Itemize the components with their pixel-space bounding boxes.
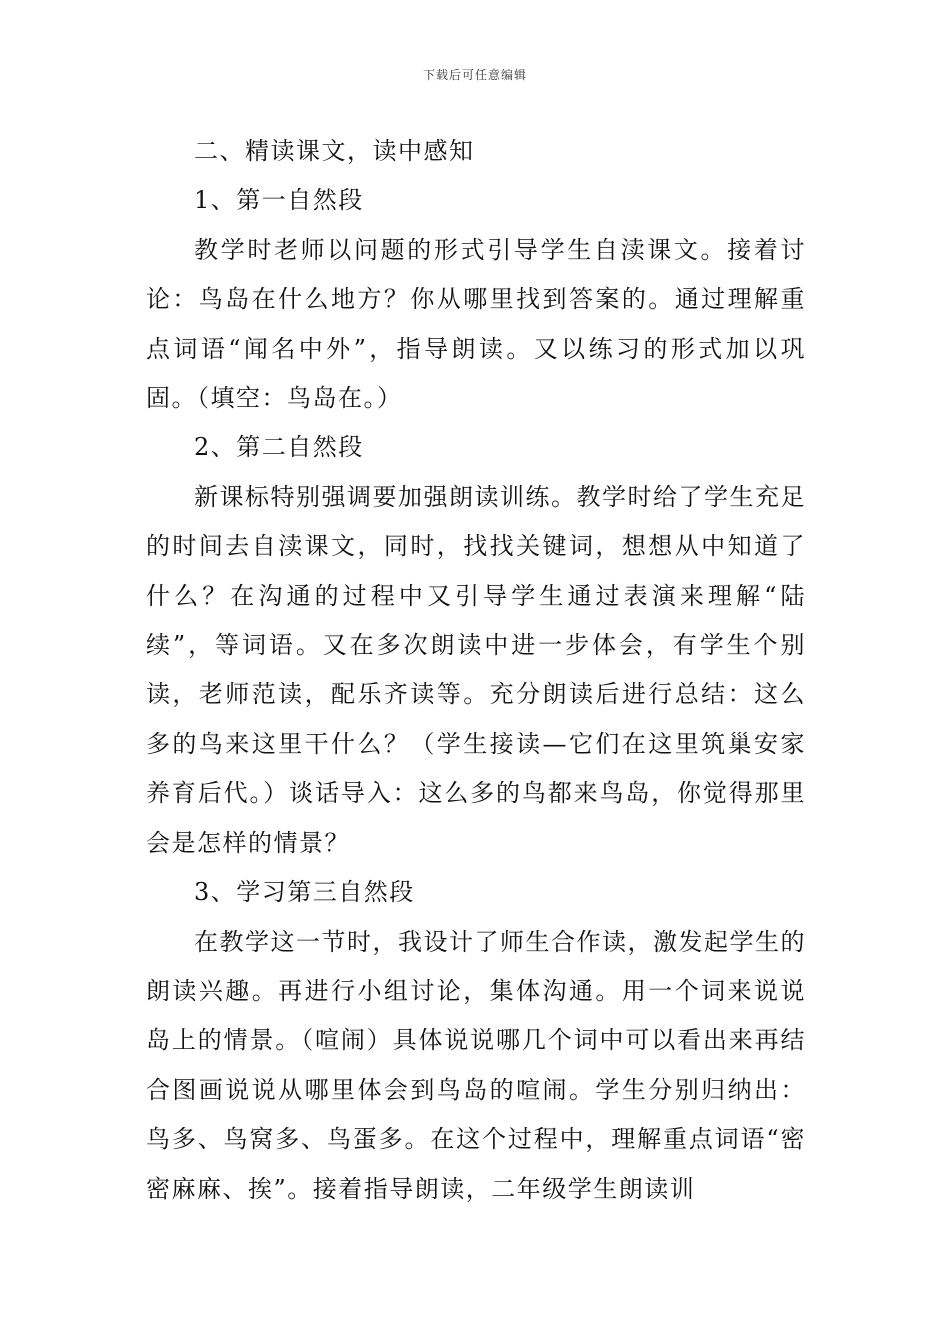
section-title: 二、精读课文，读中感知	[194, 137, 475, 165]
part1-heading: 1、第一自然段	[194, 186, 364, 215]
document-body	[146, 127, 806, 1214]
part2-heading: 2、第二自然段	[194, 433, 364, 462]
part3-paragraph: 在教学这一节时，我设计了师生合作读，激发起学生的朗读兴趣。再进行小组讨论，集体沟通。用一个词来说说岛上的情景。（喧闹）具体说说哪几个词中可以看出来再结合图画说说从哪里体会到鸟岛的喧闹。学生分别归纳出：鸟多、鸟窝多、鸟蛋多。在这个过程中，理解重点词语“密密麻麻、挨”。接着指导朗读，二年级学生朗读训	[146, 927, 806, 1203]
part2-paragraph: 新课标特别强调要加强朗读训练。教学时给了学生充足的时间去自渎课文，同时，找找关键词，想想从中知道了什么？在沟通的过程中又引导学生通过表演来理解“陆续”，等词语。又在多次朗读中进一步体会，有学生个别读，老师范读，配乐齐读等。充分朗读后进行总结：这么多的鸟来这里干什么？（学生接读—它们在这里筑巢安家养育后代。）谈话导入：这么多的鸟都来鸟岛，你觉得那里会是怎样的情景？	[146, 482, 806, 857]
part3-heading: 3、学习第三自然段	[194, 878, 415, 907]
part1-paragraph: 教学时老师以问题的形式引导学生自渎课文。接着讨论：鸟岛在什么地方？你从哪里找到答案的。通过理解重点词语“闻名中外”，指导朗读。又以练习的形式加以巩固。（填空：鸟岛在。）	[146, 235, 806, 413]
header-note: 下载后可任意编辑	[422, 68, 527, 82]
